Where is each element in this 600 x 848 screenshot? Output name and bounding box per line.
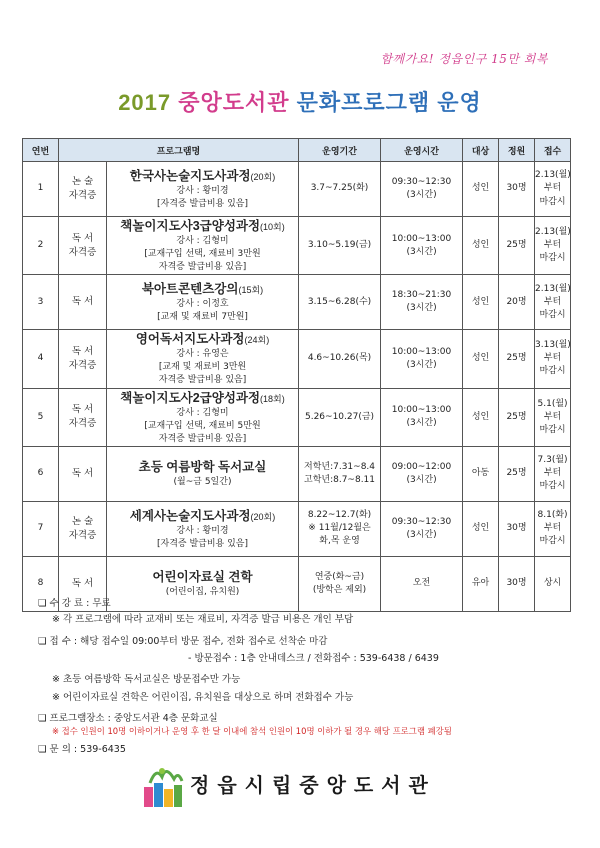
row-time	[381, 217, 463, 275]
row-reception-line: 부터	[543, 296, 562, 307]
row-reception	[535, 388, 571, 446]
row-period-line: 화,목 운영	[319, 536, 360, 547]
row-category-line: 독 서	[71, 232, 94, 244]
inquiry-note: ❏ 문 의 : 539-6435	[38, 744, 126, 755]
row-period-line: 3.15~6.28(수)	[307, 296, 372, 307]
row-time-line: (3시간)	[406, 246, 437, 257]
row-category	[59, 446, 107, 501]
row-program	[107, 501, 299, 556]
program-title: 책놀이지도사2급양성과정	[120, 390, 261, 405]
program-title: 한국사논술지도사과정	[129, 168, 251, 183]
row-target: 성인	[463, 162, 499, 217]
program-session-count: (18회)	[260, 393, 285, 404]
table-row	[23, 275, 571, 330]
row-time	[381, 501, 463, 556]
row-time	[381, 556, 463, 611]
row-reception	[535, 556, 571, 611]
program-title: 초등 여름방학 독서교실	[138, 460, 267, 475]
row-program-line: 강사 : 김형미	[176, 236, 229, 247]
row-category-line: 독 서	[71, 296, 94, 308]
row-period	[299, 275, 381, 330]
row-target: 성인	[463, 275, 499, 330]
row-category-line: 논 술	[71, 176, 94, 188]
program-name	[107, 507, 298, 525]
row-period-line: (방학은 제외)	[312, 584, 367, 595]
row-time-line: (3시간)	[406, 418, 437, 429]
title-year: 2017	[118, 90, 172, 115]
row-reception-line: 마감시	[539, 309, 566, 320]
row-program-line: [자격증 발급비용 있음]	[157, 538, 248, 549]
table-row	[23, 501, 571, 556]
row-reception-line: 부터	[543, 240, 562, 251]
row-period-line: 3.7~7.25(화)	[310, 183, 369, 194]
row-time-line: 09:00~12:00	[391, 461, 452, 472]
row-program-line: 자격증 발급비용 있음]	[158, 433, 247, 444]
row-program	[107, 275, 299, 330]
row-program-line: [자격증 발급비용 있음]	[157, 199, 248, 210]
row-time-line: 09:30~12:30	[391, 516, 452, 527]
row-capacity: 30명	[499, 501, 535, 556]
row-category-line: 자격증	[68, 529, 97, 541]
footer-logo-area	[150, 763, 470, 813]
row-number: 5	[23, 388, 59, 446]
program-name	[107, 389, 298, 407]
row-reception-line: 마감시	[539, 481, 566, 492]
row-reception-line: 부터	[543, 183, 562, 194]
row-program-line: 자격증 발급비용 있음]	[158, 262, 247, 273]
header-program: 프로그램명	[59, 139, 299, 162]
table-row	[23, 217, 571, 275]
row-time	[381, 446, 463, 501]
row-number: 3	[23, 275, 59, 330]
row-program	[107, 162, 299, 217]
row-target: 아동	[463, 446, 499, 501]
program-session-count: (20회)	[250, 511, 276, 522]
row-period	[299, 330, 381, 388]
header-capacity: 정원	[499, 139, 535, 162]
row-reception-line: 부터	[543, 353, 562, 364]
row-program	[107, 330, 299, 388]
place-note: ❏ 프로그램장소 : 중앙도서관 4층 문화교실	[38, 713, 218, 724]
row-period	[299, 446, 381, 501]
row-category	[59, 275, 107, 330]
program-session-count: (24회)	[244, 335, 270, 346]
row-target: 성인	[463, 501, 499, 556]
row-program-line: [교재 및 재료비 3만원	[158, 362, 247, 373]
title-library: 중앙도서관	[178, 90, 290, 115]
title-program: 문화프로그램 운영	[296, 90, 482, 115]
row-period-line: 고학년:8.7~8.11	[304, 474, 376, 485]
row-period-line: 저학년:7.31~8.4	[304, 461, 376, 472]
program-title: 책놀이지도사3급양성과정	[120, 219, 261, 233]
header-target: 대상	[463, 139, 499, 162]
row-program-line: [교재구입 선택, 재료비 3만원	[144, 249, 261, 260]
row-capacity: 25명	[499, 217, 535, 275]
row-period	[299, 217, 381, 275]
reception-detail: - 방문접수 : 1층 안내데스크 / 전화접수 : 539-6438 / 6439	[188, 653, 439, 664]
row-category	[59, 330, 107, 388]
row-program-line: (월~금 5일간)	[173, 477, 232, 488]
row-number: 6	[23, 446, 59, 501]
row-target: 성인	[463, 388, 499, 446]
row-time-line: (3시간)	[406, 303, 437, 314]
row-reception	[535, 217, 571, 275]
row-capacity: 25명	[499, 446, 535, 501]
row-reception	[535, 501, 571, 556]
program-name	[107, 217, 298, 235]
header-reception: 접수	[535, 139, 571, 162]
row-reception-line: 마감시	[539, 424, 566, 435]
row-time-line: 10:00~13:00	[391, 233, 452, 244]
program-table	[22, 138, 571, 612]
row-number: 2	[23, 217, 59, 275]
row-period	[299, 388, 381, 446]
row-period-line: 5.26~10.27(금)	[304, 411, 375, 422]
row-time	[381, 330, 463, 388]
row-time	[381, 275, 463, 330]
program-title: 어린이자료실 견학	[152, 570, 253, 585]
row-reception	[535, 330, 571, 388]
row-category	[59, 217, 107, 275]
row-time-line: 오전	[412, 578, 431, 589]
row-reception-line: 부터	[543, 468, 562, 479]
row-time-line: 09:30~12:30	[391, 176, 452, 187]
row-program	[107, 388, 299, 446]
row-time-line: 10:00~13:00	[391, 346, 452, 357]
row-reception	[535, 275, 571, 330]
row-period	[299, 162, 381, 217]
table-row	[23, 162, 571, 217]
row-capacity: 30명	[499, 556, 535, 611]
row-period	[299, 556, 381, 611]
row-category-line: 자격증	[68, 246, 97, 258]
row-capacity: 20명	[499, 275, 535, 330]
row-category	[59, 388, 107, 446]
row-category-line: 자격증	[68, 190, 97, 201]
row-program-line: [교재 및 재료비 7만원]	[157, 312, 248, 323]
program-name	[107, 167, 298, 185]
program-session-count: (15회)	[238, 285, 264, 296]
program-session-count: (10회)	[260, 222, 285, 232]
row-reception-line: 마감시	[539, 536, 566, 547]
row-program	[107, 556, 299, 611]
row-program-line: 강사 : 이정호	[176, 299, 229, 310]
row-reception-line: 2.13(월)	[535, 227, 571, 238]
row-category-line: 논 술	[71, 516, 94, 528]
row-capacity: 25명	[499, 330, 535, 388]
program-name	[107, 568, 298, 586]
library-logo-icon	[142, 763, 184, 809]
table-header-row	[23, 139, 571, 162]
row-number: 4	[23, 330, 59, 388]
program-title: 북아트콘텐츠강의	[141, 282, 239, 297]
cancel-note: ※ 접수 인원이 10명 이하이거나 운영 후 한 달 이내에 참석 인원이 10명 이하가 될 경우 해당 프로그램 폐강됨	[52, 726, 452, 736]
row-time-line: (3시간)	[406, 190, 437, 200]
row-reception-line: 마감시	[539, 196, 566, 207]
row-time-line: (3시간)	[406, 359, 437, 370]
row-time-line: (3시간)	[406, 474, 437, 485]
table-row	[23, 388, 571, 446]
program-name	[107, 280, 298, 298]
fee-detail: ※ 각 프로그램에 따라 교재비 또는 재료비, 자격증 발급 비용은 개인 부담	[52, 614, 354, 625]
row-reception-line: 3.13(월)	[535, 340, 571, 351]
program-session-count: (20회)	[250, 171, 276, 182]
kids-note: ※ 어린이자료실 견학은 어린이집, 유치원을 대상으로 하며 전화접수 가능	[52, 692, 354, 703]
row-target: 성인	[463, 217, 499, 275]
row-time	[381, 162, 463, 217]
row-period-line: 8.22~12.7(화)	[307, 510, 372, 521]
row-category	[59, 162, 107, 217]
row-reception-line: 2.13(월)	[535, 170, 571, 181]
table-row	[23, 330, 571, 388]
row-capacity: 25명	[499, 388, 535, 446]
row-number: 7	[23, 501, 59, 556]
row-program	[107, 217, 299, 275]
row-program-line: 자격증 발급비용 있음]	[158, 375, 247, 386]
row-category-line: 독 서	[71, 467, 94, 479]
row-number: 1	[23, 162, 59, 217]
row-reception-line: 2.13(월)	[535, 283, 571, 294]
header-period: 운영기간	[299, 139, 381, 162]
row-time	[381, 388, 463, 446]
row-reception-line: 7.3(월)	[537, 455, 568, 466]
row-category-line: 독 서	[71, 346, 94, 358]
header-no: 연번	[23, 139, 59, 162]
row-program-line: 강사 : 유영은	[176, 349, 229, 360]
row-category-line: 자격증	[68, 359, 97, 371]
slogan-text: 함께가요! 정읍인구 15만 회복	[380, 52, 548, 66]
row-category-line: 독 서	[71, 404, 94, 416]
row-program-line: 강사 : 김형미	[176, 407, 229, 418]
row-reception-line: 부터	[543, 523, 562, 534]
row-period-line: 연중(화~금)	[314, 571, 365, 582]
row-reception-line: 부터	[543, 411, 562, 422]
row-reception-line: 5.1(월)	[537, 398, 568, 409]
row-time-line: 18:30~21:30	[391, 290, 452, 301]
program-name	[107, 458, 298, 476]
row-period-line: 3.10~5.19(금)	[307, 240, 372, 251]
header-time: 운영시간	[381, 139, 463, 162]
row-reception-line: 상시	[543, 578, 562, 589]
fee-note: ❏ 수 강 료 : 무료	[38, 598, 111, 609]
row-reception-line: 마감시	[539, 253, 566, 264]
row-target: 성인	[463, 330, 499, 388]
row-category-line: 자격증	[68, 418, 97, 430]
program-title: 영어독서지도사과정	[135, 332, 245, 347]
row-capacity: 30명	[499, 162, 535, 217]
row-category-line: 독 서	[71, 577, 94, 589]
library-name: 정읍시립중앙도서관	[190, 773, 436, 797]
row-period	[299, 501, 381, 556]
row-time-line: 10:00~13:00	[391, 405, 452, 416]
row-target: 유아	[463, 556, 499, 611]
program-name	[107, 330, 298, 348]
row-category	[59, 501, 107, 556]
row-period-line: ※ 11월/12월은	[308, 523, 371, 534]
row-program-line: [교재구입 선택, 재료비 5만원	[144, 420, 261, 431]
row-number: 8	[23, 556, 59, 611]
summer-note: ※ 초등 여름방학 독서교실은 방문접수만 가능	[52, 674, 241, 685]
row-program-line: 강사 : 황미경	[176, 525, 229, 536]
reception-note: ❏ 접 수 : 해당 접수일 09:00부터 방문 접수, 전화 접수로 선착순 마감	[38, 636, 328, 647]
row-reception	[535, 162, 571, 217]
row-program-line: 강사 : 황미경	[176, 186, 229, 197]
row-program-line: (어린이집, 유치원)	[165, 587, 240, 598]
row-reception-line: 8.1(화)	[537, 510, 568, 521]
page-title	[0, 86, 600, 117]
table-row	[23, 446, 571, 501]
row-reception	[535, 446, 571, 501]
row-reception-line: 마감시	[539, 366, 566, 377]
row-program	[107, 446, 299, 501]
row-period-line: 4.6~10.26(목)	[307, 353, 372, 364]
program-title: 세계사논술지도사과정	[129, 508, 251, 523]
row-time-line: (3시간)	[406, 529, 437, 540]
